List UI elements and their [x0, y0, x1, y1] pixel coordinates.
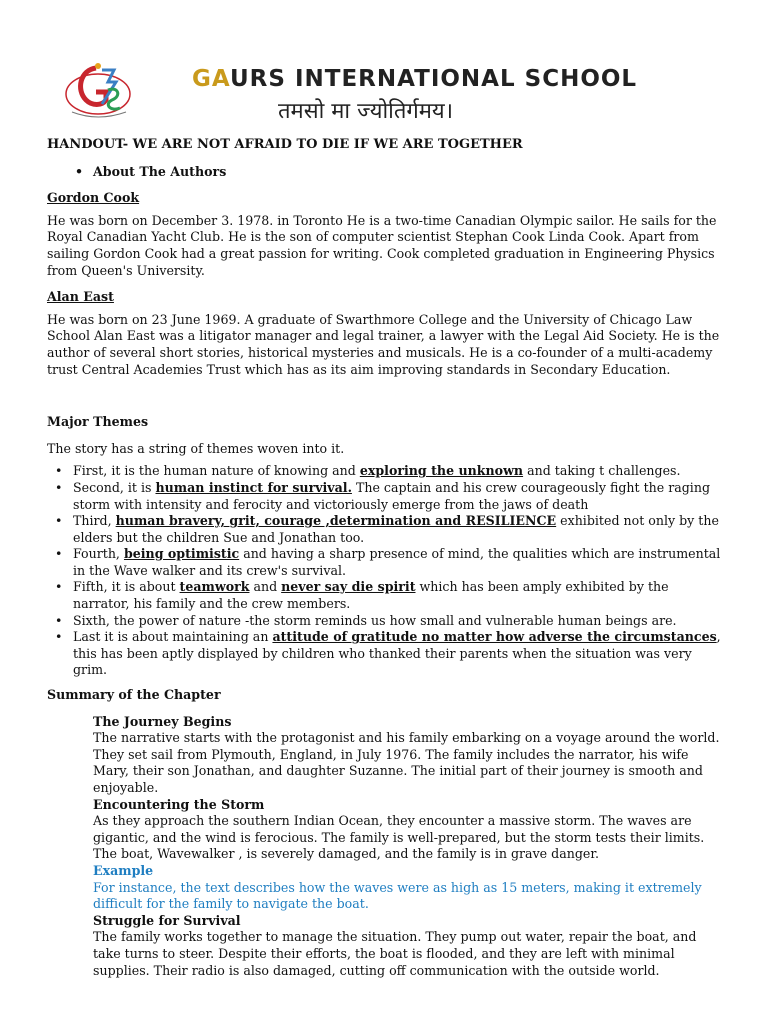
themes-list [47, 463, 727, 679]
school-motto: तमसो मा ज्योतिर्गमय। [278, 99, 454, 124]
author2-bio: He was born on 23 June 1969. A graduate of Swarthmore College and the University of Chicago Law School Alan East was a litigator manager and legal trainer, a lawyer with the Legal Aid Society. He is the author of several short stories, historical mysteries and musicals. He is a co-founder of a multi-academy trust Central Academies Trust which has as its aim improving standards in Secondary Education. [47, 311, 720, 377]
journey-text: The narrative starts with the protagonist and his family embarking on a voyage around the world. They set sail from Plymouth, England, in July 1976. The family includes the narrator, his wife Mary, their son Jonathan, and daughter Suzanne. The initial part of their journey is smooth and enjoyable. [93, 730, 720, 795]
example-heading: Example [93, 862, 154, 878]
author2-name: Alan East [47, 289, 114, 305]
themes-intro: The story has a string of themes woven into it. [47, 440, 345, 456]
journey-heading: The Journey Begins [93, 713, 232, 729]
handout-title: HANDOUT- WE ARE NOT AFRAID TO DIE IF WE ARE TOGETHER [47, 137, 523, 152]
struggle-heading: Struggle for Survival [93, 912, 241, 928]
school-name [192, 66, 637, 92]
theme-item: • Fourth, being optimistic and having a sharp presence of mind, the qualities which are instrumental in the Wave walker and its crew's survival. [47, 546, 727, 579]
theme-item: • Sixth, the power of nature -the storm reminds us how small and vulnerable human beings are. [47, 613, 727, 630]
school-name-rest: URS INTERNATIONAL SCHOOL [229, 66, 638, 92]
summary-section [93, 714, 727, 980]
theme-item: • First, it is the human nature of knowing and exploring the unknown and taking t challenges. [47, 463, 727, 480]
themes-heading: Major Themes [47, 414, 149, 430]
author1-bio: He was born on December 3. 1978. in Toronto He is a two-time Canadian Olympic sailor. He sails for the Royal Canadian Yacht Club. He is the son of computer scientist Stephan Cook Linda Cook. Apart from sailing Gordon Cook had a great passion for writing. Cook completed graduation in Engineering Physics from Queen's University. [47, 212, 717, 278]
storm-text: As they approach the southern Indian Ocean, they encounter a massive storm. The waves are gigantic, and the wind is ferocious. The family is well-prepared, but the storm tests their limits. The boat, Wavewalker , is severely damaged, and the family is in grave danger. [93, 813, 705, 862]
school-logo-icon [62, 60, 140, 124]
about-list [67, 164, 727, 181]
struggle-text: The family works together to manage the situation. They pump out water, repair the boat, and take turns to steer. Despite their efforts, the boat is flooded, and they are left with minimal supplies. Their radio is also damaged, cutting off communication with the outside world. [93, 929, 697, 978]
example-text: For instance, the text describes how the waves were as high as 15 meters, making it extremely difficult for the family to navigate the boat. [93, 879, 702, 912]
school-name-accent: GA [192, 66, 230, 92]
handout-content [47, 137, 727, 979]
theme-item: • Third, human bravery, grit, courage ,determination and RESILIENCE exhibited not only by the elders but the children Sue and Jonathan too. [47, 513, 727, 546]
theme-item: • Second, it is human instinct for survival. The captain and his crew courageously fight the raging storm with intensity and ferocity and victoriously emerge from the jaws of death [47, 480, 727, 513]
about-authors-bullet: • About The Authors [67, 164, 727, 181]
storm-heading: Encountering the Storm [93, 796, 265, 812]
summary-heading: Summary of the Chapter [47, 687, 221, 703]
author1-name: Gordon Cook [47, 190, 140, 206]
theme-item: • Last it is about maintaining an attitude of gratitude no matter how adverse the circumstances, this has been aptly displayed by children who thanked their parents when the situation was very grim. [47, 629, 727, 679]
theme-item: • Fifth, it is about teamwork and never say die spirit which has been amply exhibited by the narrator, his family and the crew members. [47, 579, 727, 612]
